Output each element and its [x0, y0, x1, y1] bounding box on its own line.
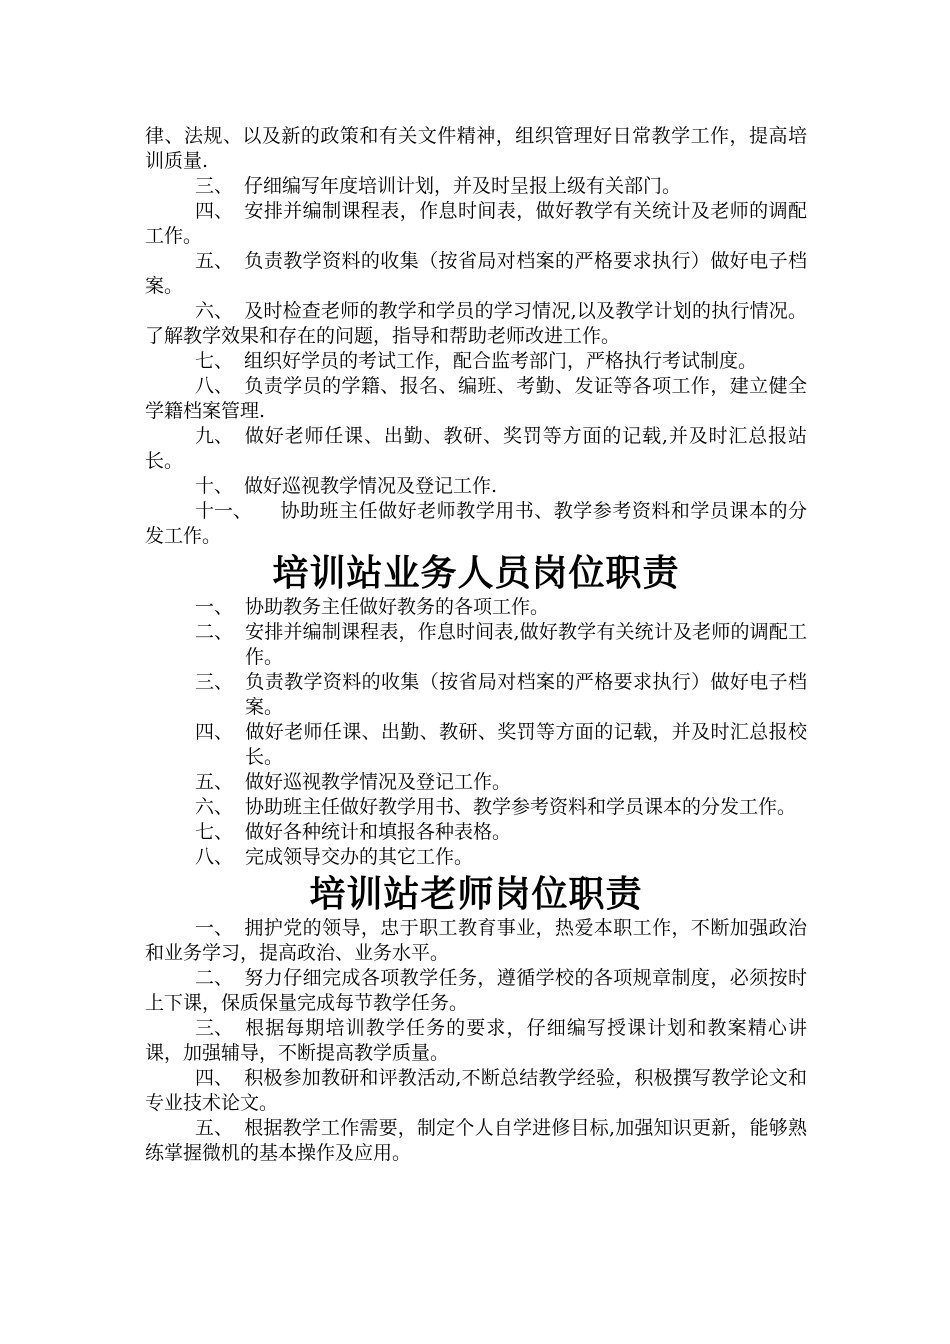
duty-paragraph: [145, 424, 807, 474]
item-text: 积极参加教研和评教活动,不断总结教学经验，积极撰写教学论文和专业技术论文。: [145, 1067, 807, 1114]
item-number: 八、: [195, 846, 234, 868]
staff-duty-item: [145, 770, 807, 795]
item-number: 八、: [195, 375, 234, 397]
item-number: 三、: [195, 671, 234, 693]
item-number: 四、: [195, 1067, 234, 1089]
item-number: 一、: [195, 917, 234, 939]
teacher-duty-paragraph: [145, 1066, 807, 1116]
item-number: 二、: [195, 967, 234, 989]
item-number: 六、: [195, 300, 234, 322]
duty-paragraph: [145, 174, 807, 199]
item-number: 六、: [195, 796, 234, 818]
duty-paragraph: [145, 474, 807, 499]
item-number: 九、: [195, 425, 234, 447]
item-text: 及时检查老师的教学和学员的学习情况,以及教学计划的执行情况。了解教学效果和存在的问题，指导和帮助老师改进工作。: [145, 300, 807, 347]
lead-paragraph: 律、法规、以及新的政策和有关文件精神，组织管理好日常教学工作，提高培训质量.: [145, 125, 807, 172]
teacher-duty-paragraph: [145, 966, 807, 1016]
item-text: 拥护党的领导，忠于职工教育事业，热爱本职工作，不断加强政治和业务学习，提高政治、业务水平。: [145, 917, 807, 964]
staff-duty-item: [145, 720, 807, 770]
duty-paragraph: [145, 299, 807, 349]
item-number: 七、: [195, 821, 234, 843]
item-number: 十、: [195, 475, 234, 497]
item-text: 协助班主任做好老师教学用书、教学参考资料和学员课本的分发工作。: [145, 500, 807, 547]
item-text: 组织好学员的考试工作，配合监考部门，严格执行考试制度。: [244, 350, 758, 372]
duty-paragraph: [145, 374, 807, 424]
item-text: 协助班主任做好教学用书、教学参考资料和学员课本的分发工作。: [245, 796, 797, 818]
item-text: 努力仔细完成各项教学任务，遵循学校的各项规章制度，必须按时上下课，保质保量完成每节教学任务。: [145, 967, 807, 1014]
item-text: 做好老师任课、出勤、教研、奖罚等方面的记载,并及时汇总报站长。: [145, 425, 807, 472]
staff-duty-item: [145, 795, 807, 820]
item-text: 根据教学工作需要，制定个人自学进修目标,加强知识更新，能够熟练掌握微机的基本操作及应用。: [145, 1117, 807, 1164]
duty-paragraph: [145, 349, 807, 374]
teacher-duty-paragraph: [145, 1116, 807, 1166]
teacher-duty-paragraph: [145, 916, 807, 966]
staff-duty-item: [145, 595, 807, 620]
item-number: 一、: [195, 596, 234, 618]
item-text: 做好巡视教学情况及登记工作.: [244, 475, 498, 497]
item-number: 七、: [195, 350, 234, 372]
staff-duty-item: [145, 845, 807, 870]
item-text: 做好老师任课、出勤、教研、奖罚等方面的记载，并及时汇总报校长。: [245, 721, 807, 768]
duty-paragraph: [145, 199, 807, 249]
item-number: 五、: [195, 771, 234, 793]
item-text: 做好巡视教学情况及登记工作。: [245, 771, 512, 793]
section-title-teacher: 培训站老师岗位职责: [309, 873, 643, 915]
duty-paragraph: [145, 499, 807, 549]
item-number: 四、: [195, 721, 234, 743]
item-text: 完成领导交办的其它工作。: [245, 846, 474, 868]
item-number: 四、: [195, 200, 234, 222]
item-number: 三、: [195, 175, 234, 197]
item-text: 负责学员的学籍、报名、编班、考勤、发证等各项工作，建立健全学籍档案管理.: [145, 375, 807, 422]
section-title-staff: 培训站业务人员岗位职责: [272, 552, 680, 594]
item-text: 做好各种统计和填报各种表格。: [245, 821, 512, 843]
document-page: [145, 124, 807, 1166]
item-text: 根据每期培训教学任务的要求，仔细编写授课计划和教案精心讲课，加强辅导，不断提高教学质量。: [145, 1017, 807, 1064]
duty-paragraph: [145, 249, 807, 299]
item-text: 仔细编写年度培训计划，并及时呈报上级有关部门。: [244, 175, 682, 197]
item-text: 协助教务主任做好教务的各项工作。: [245, 596, 550, 618]
item-number: 十一、: [195, 500, 253, 522]
item-text: 安排并编制课程表，作息时间表，做好教学有关统计及老师的调配工作。: [145, 200, 807, 247]
item-text: 安排并编制课程表，作息时间表,做好教学有关统计及老师的调配工作。: [245, 621, 807, 668]
staff-duty-item: [145, 820, 807, 845]
staff-duty-item: [145, 670, 807, 720]
item-number: 五、: [195, 1117, 234, 1139]
item-text: 负责教学资料的收集（按省局对档案的严格要求执行）做好电子档案。: [145, 250, 807, 297]
item-text: 负责教学资料的收集（按省局对档案的严格要求执行）做好电子档案。: [245, 671, 807, 718]
item-number: 三、: [195, 1017, 234, 1039]
teacher-duty-paragraph: [145, 1016, 807, 1066]
item-number: 五、: [195, 250, 234, 272]
item-number: 二、: [195, 621, 234, 643]
staff-duty-item: [145, 620, 807, 670]
